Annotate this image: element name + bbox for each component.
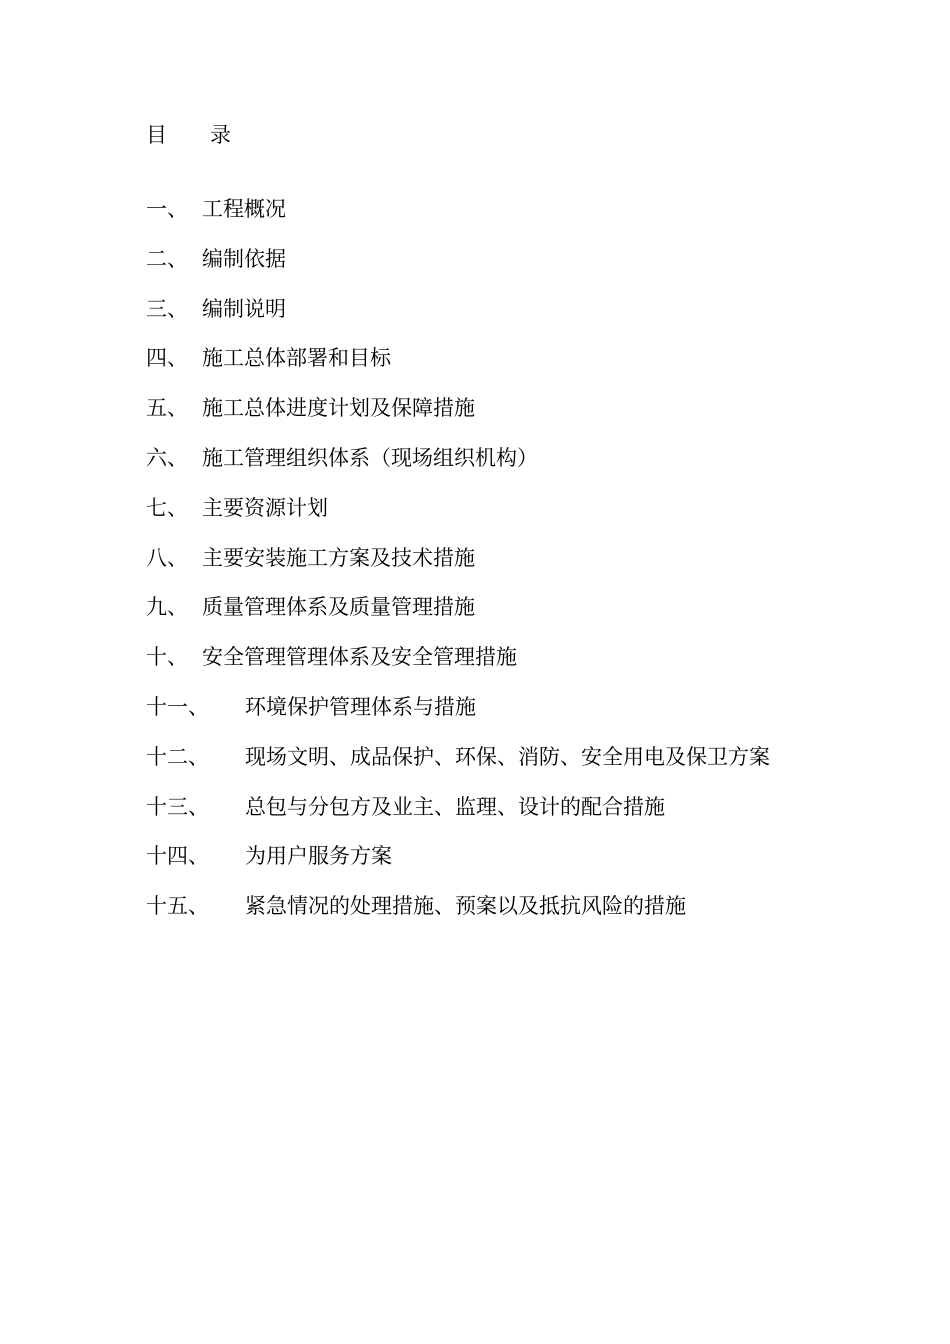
toc-item-text: 施工总体进度计划及保障措施 bbox=[202, 396, 475, 421]
toc-item-number: 九、 bbox=[146, 595, 188, 620]
toc-item-number: 八、 bbox=[146, 545, 188, 570]
toc-item bbox=[146, 394, 770, 444]
toc-item-number: 三、 bbox=[146, 296, 188, 321]
toc-item-number: 四、 bbox=[146, 346, 188, 371]
toc-item-number: 十四、 bbox=[146, 844, 209, 869]
toc-item bbox=[146, 793, 770, 843]
toc-item-number: 一、 bbox=[146, 197, 188, 221]
toc-item-text: 工程概况 bbox=[202, 197, 286, 221]
toc-item bbox=[146, 544, 770, 594]
toc-item-number: 十一、 bbox=[146, 694, 209, 719]
toc-item-text: 紧急情况的处理措施、预案以及抵抗风险的措施 bbox=[245, 894, 686, 919]
toc-item-text: 质量管理体系及质量管理措施 bbox=[202, 595, 475, 620]
toc-item-text: 主要安装施工方案及技术措施 bbox=[202, 545, 475, 570]
toc-item-text: 安全管理管理体系及安全管理措施 bbox=[202, 645, 517, 670]
toc-item bbox=[146, 743, 770, 793]
toc-item-number: 十五、 bbox=[146, 894, 209, 919]
toc-item-text: 主要资源计划 bbox=[202, 495, 328, 520]
toc-item bbox=[146, 444, 770, 494]
toc-item-number: 七、 bbox=[146, 495, 188, 520]
title-char-2: 录 bbox=[210, 123, 231, 147]
toc-item-text: 编制依据 bbox=[202, 246, 286, 271]
page-title bbox=[146, 121, 231, 149]
toc-item-number: 十三、 bbox=[146, 794, 209, 819]
toc-item-text: 为用户服务方案 bbox=[245, 844, 392, 869]
toc-item bbox=[146, 245, 770, 295]
toc-item bbox=[146, 842, 770, 892]
toc-item-number: 二、 bbox=[146, 246, 188, 271]
toc-item-text: 环境保护管理体系与措施 bbox=[245, 694, 476, 719]
toc-item bbox=[146, 195, 770, 245]
toc-item bbox=[146, 593, 770, 643]
toc-item-number: 十、 bbox=[146, 645, 188, 670]
toc-item bbox=[146, 643, 770, 693]
toc-item bbox=[146, 295, 770, 345]
toc-item-text: 总包与分包方及业主、监理、设计的配合措施 bbox=[245, 794, 665, 819]
toc-item bbox=[146, 892, 770, 942]
toc-item-text: 现场文明、成品保护、环保、消防、安全用电及保卫方案 bbox=[245, 744, 770, 769]
title-char-1: 目 bbox=[146, 123, 167, 147]
toc-item-number: 六、 bbox=[146, 445, 188, 470]
toc-item-text: 施工总体部署和目标 bbox=[202, 346, 391, 371]
toc-item-text: 施工管理组织体系（现场组织机构） bbox=[202, 445, 538, 470]
toc-item-text: 编制说明 bbox=[202, 296, 286, 321]
table-of-contents bbox=[146, 195, 770, 942]
toc-item-number: 五、 bbox=[146, 396, 188, 421]
toc-item bbox=[146, 494, 770, 544]
toc-item-number: 十二、 bbox=[146, 744, 209, 769]
toc-item bbox=[146, 693, 770, 743]
toc-item bbox=[146, 344, 770, 394]
